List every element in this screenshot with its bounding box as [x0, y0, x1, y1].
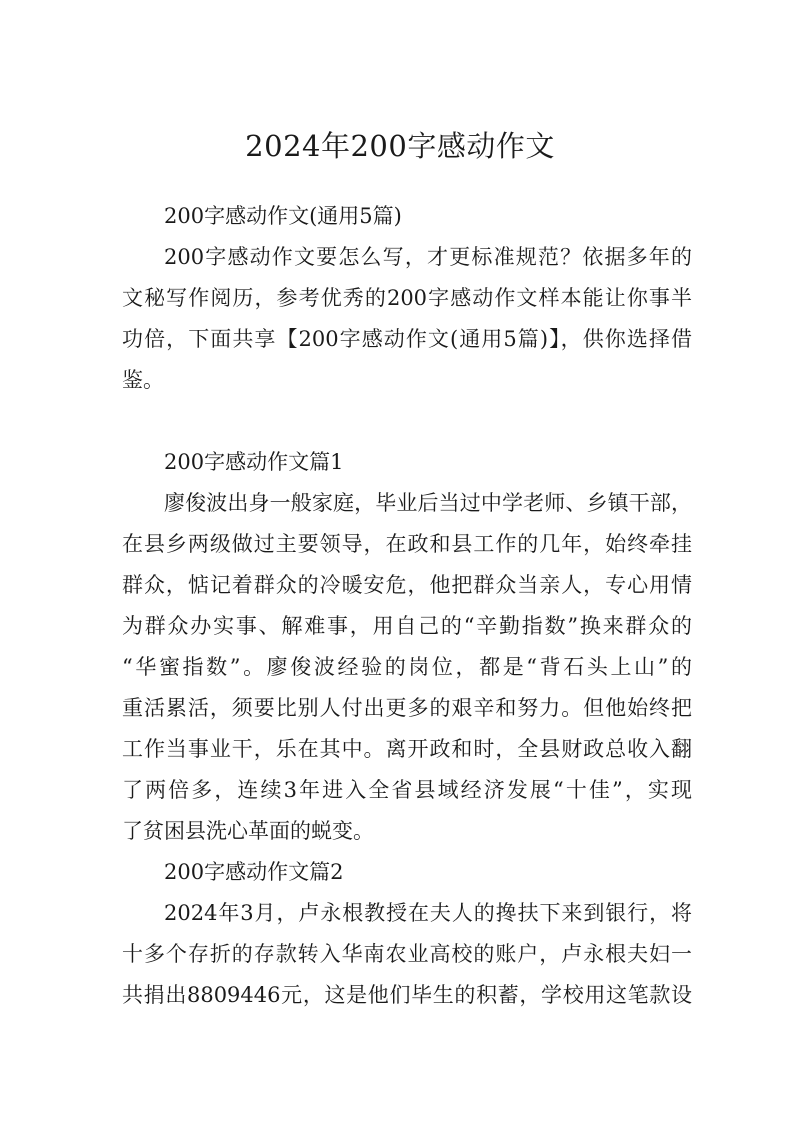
section2-heading: 200字感动作文篇2: [164, 860, 344, 884]
document-body: [122, 196, 692, 1016]
section1-line: 了两倍多，连续3年进入全省县域经济发展“十佳”，实现: [122, 778, 692, 802]
section1-line: 廖俊波出身一般家庭，毕业后当过中学老师、乡镇干部，: [164, 491, 692, 515]
section1-line: 了贫困县洗心革面的蜕变。: [122, 819, 374, 843]
intro-line: 鉴。: [122, 368, 164, 392]
section1-line: 在县乡两级做过主要领导，在政和县工作的几年，始终牵挂: [122, 532, 692, 556]
section1-line: 工作当事业干，乐在其中。离开政和时，全县财政总收入翻: [122, 737, 692, 761]
section2-line: 2024年3月，卢永根教授在夫人的搀扶下来到银行，将: [164, 901, 692, 925]
section1-paragraph: [122, 483, 692, 852]
intro-line: 文秘写作阅历，参考优秀的200字感动作文样本能让你事半: [122, 286, 692, 310]
intro-line: 功倍，下面共享【200字感动作文(通用5篇)】，供你选择借: [122, 327, 692, 351]
section1-heading: 200字感动作文篇1: [164, 450, 344, 474]
section1-line: 重活累活，须要比别人付出更多的艰辛和努力。但他始终把: [122, 696, 692, 720]
document-title: 2024年200字感动作文: [245, 129, 555, 163]
intro-line: 200字感动作文要怎么写，才更标准规范？依据多年的: [164, 245, 692, 269]
section2-paragraph: [122, 893, 692, 1016]
section1-line: “华蜜指数”。廖俊波经验的岗位，都是“背石头上山”的: [122, 655, 692, 679]
section1-line: 为群众办实事、解难事，用自己的“辛勤指数”换来群众的: [122, 614, 692, 638]
document-subtitle: 200字感动作文(通用5篇): [164, 204, 402, 228]
section2-line: 共捐出8809446元，这是他们毕生的积蓄，学校用这笔款设: [122, 983, 692, 1007]
intro-paragraph: [122, 237, 692, 401]
section1-line: 群众，惦记着群众的冷暖安危，他把群众当亲人，专心用情: [122, 573, 692, 597]
section2-line: 十多个存折的存款转入华南农业高校的账户，卢永根夫妇一: [122, 942, 692, 966]
paragraph-gap: [122, 401, 692, 442]
